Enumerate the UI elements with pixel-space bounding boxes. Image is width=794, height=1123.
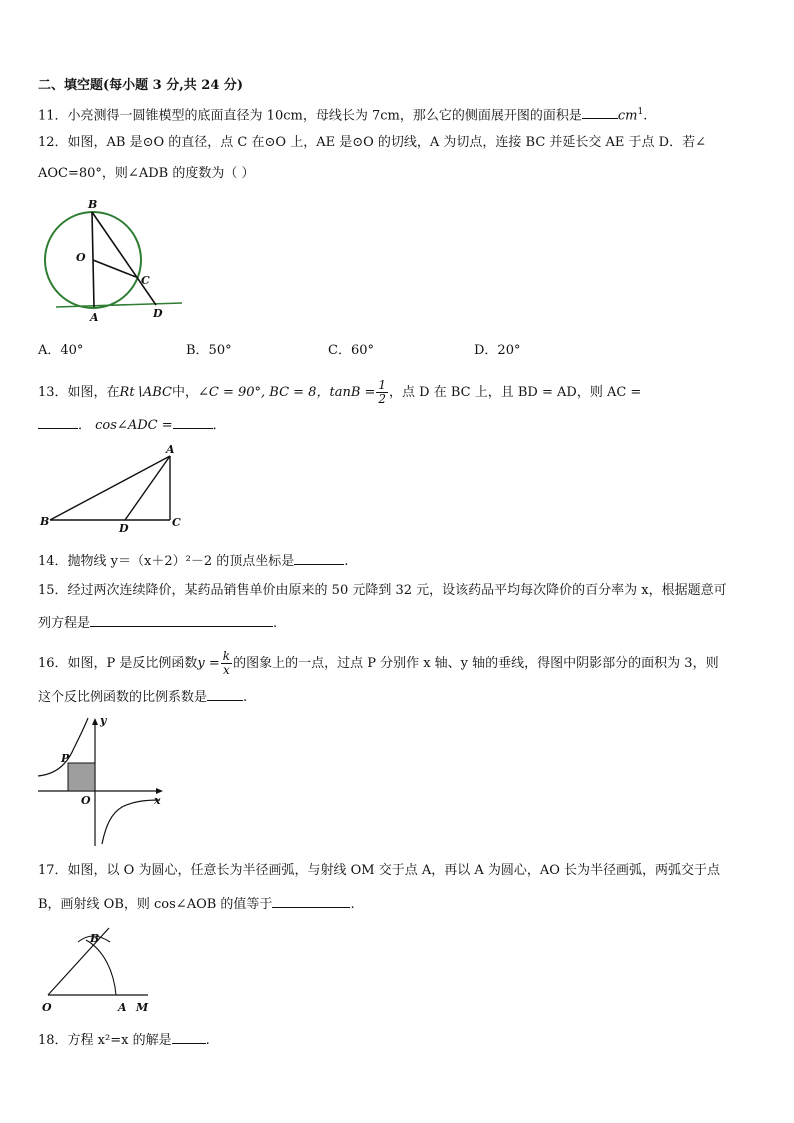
q13-line-2	[38, 415, 226, 435]
q13-line-1	[38, 379, 641, 406]
label-b: B	[40, 515, 50, 528]
q12-circle-figure	[38, 195, 188, 327]
label-d: D	[119, 522, 129, 534]
q13-frac-den: 2	[378, 392, 387, 406]
q16-text: 这个反比例函数的比例系数是	[38, 690, 208, 705]
label-o: O	[42, 1001, 52, 1014]
q13-sep: ．	[78, 418, 92, 433]
q15-answer-blank[interactable]	[90, 613, 273, 627]
q17-answer-blank[interactable]	[272, 894, 350, 908]
q17-end: .	[350, 897, 355, 912]
label-p: P	[61, 752, 70, 765]
q14-answer-blank[interactable]	[294, 551, 344, 565]
question-14	[38, 551, 348, 571]
label-a: A	[166, 443, 175, 456]
q15-text: 列方程是	[38, 616, 91, 631]
q12-line-1: 12．如图，AB 是⊙O 的直径，点 C 在⊙O 上，AE 是⊙O 的切线，A 为切点，连接 BC 并延长交 AE 于点 D．若∠	[38, 135, 707, 150]
q13-triangle: Rt∖ABC	[119, 385, 172, 400]
ray-ob	[48, 928, 109, 995]
q15-line-2	[38, 613, 277, 633]
q13-answer-blank-1[interactable]	[38, 415, 78, 429]
q14-end: .	[344, 554, 349, 569]
q13-tanb: tanB =	[329, 385, 376, 400]
side-ab	[50, 456, 170, 520]
section-title: 二、填空题(每小题 3 分,共 24 分)	[38, 78, 244, 93]
q16-line-1	[38, 650, 719, 677]
q13-cos: cos∠ADC =	[95, 418, 173, 433]
q17-line-1: 17．如图，以 O 为圆心，任意长为半径画弧，与射线 OM 交于点 A，再以 A 为圆心，AO 长为半径画弧，两弧交于点	[38, 863, 721, 878]
q16-fraction	[221, 650, 232, 677]
q16-frac-num: k	[222, 649, 231, 663]
q17-line-2	[38, 894, 355, 914]
shaded-rectangle	[68, 763, 95, 791]
q18-text: 18．方程 x²=x 的解是	[38, 1033, 172, 1048]
q11-text: 11．小亮测得一圆锥模型的底面直径为 10cm，母线长为 7cm，那么它的侧面展开图的面积是	[38, 108, 582, 124]
label-c: C	[172, 516, 181, 529]
label-o: O	[76, 251, 86, 264]
label-b: B	[90, 932, 100, 945]
label-x: x	[154, 794, 161, 807]
q16-text-b: 的图象上的一点，过点 P 分别作 x 轴、y 轴的垂线，得图中阴影部分的面积为 3，则	[233, 656, 719, 671]
q16-frac-den: x	[223, 663, 230, 677]
question-18	[38, 1030, 210, 1050]
q11-end: .	[643, 108, 648, 124]
q16-hyperbola-figure	[36, 712, 168, 848]
line-bd	[92, 212, 156, 305]
q13-frac-num: 1	[378, 378, 387, 392]
q12-option-a[interactable]: A．40°	[38, 343, 84, 358]
q15-end: .	[273, 616, 278, 631]
q12-option-c[interactable]: C．60°	[328, 343, 374, 358]
segment-oc	[93, 260, 136, 277]
q13-end: ．	[212, 418, 226, 433]
hyperbola-branch-4th-quadrant	[102, 800, 160, 844]
q13-text-a: 13．如图，在	[38, 385, 120, 400]
q12-option-b[interactable]: B．50°	[186, 343, 232, 358]
q13-fraction	[376, 379, 388, 406]
label-y: y	[100, 714, 107, 727]
q13-text-f: ，点 D 在 BC 上，且 BD = AD，则 AC =	[389, 385, 642, 400]
q16-end: .	[243, 690, 248, 705]
question-11	[38, 103, 647, 125]
label-m: M	[136, 1001, 149, 1014]
q12-option-d[interactable]: D．20°	[474, 343, 521, 358]
q12-line-2: AOC=80°，则∠ADB 的度数为（ ）	[38, 166, 255, 181]
q17-construction-figure	[38, 922, 158, 1014]
label-o: O	[81, 794, 91, 807]
label-a: A	[118, 1001, 127, 1014]
q11-unit: cm	[617, 108, 638, 124]
label-b: B	[88, 198, 98, 211]
q15-line-1: 15．经过两次连续降价，某药品销售单价由原来的 50 元降到 32 元，设该药品平均每次降价的百分率为 x，根据题意可	[38, 583, 727, 598]
q11-unit-sup: 1	[637, 107, 644, 117]
q16-line-2	[38, 687, 247, 707]
q16-function: y =	[197, 656, 220, 671]
q17-text: B，画射线 OB，则 cos∠AOB 的值等于	[38, 897, 273, 912]
y-axis-arrow	[92, 718, 98, 725]
q13-triangle-figure	[38, 442, 188, 534]
q13-text-c: 中，	[171, 385, 198, 400]
segment-ad	[125, 456, 170, 520]
label-a: A	[90, 311, 99, 324]
label-c: C	[141, 274, 150, 287]
q13-condition: ∠C = 90°, BC = 8，	[197, 385, 330, 400]
q18-end: .	[205, 1033, 210, 1048]
q13-answer-blank-2[interactable]	[173, 415, 213, 429]
label-d: D	[153, 307, 163, 320]
q14-text: 14．抛物线 y＝（x＋2）²－2 的顶点坐标是	[38, 554, 295, 569]
q11-answer-blank[interactable]	[582, 105, 618, 119]
q16-answer-blank[interactable]	[207, 687, 243, 701]
q18-answer-blank[interactable]	[172, 1030, 206, 1044]
q16-text-a: 16．如图，P 是反比例函数	[38, 656, 198, 671]
